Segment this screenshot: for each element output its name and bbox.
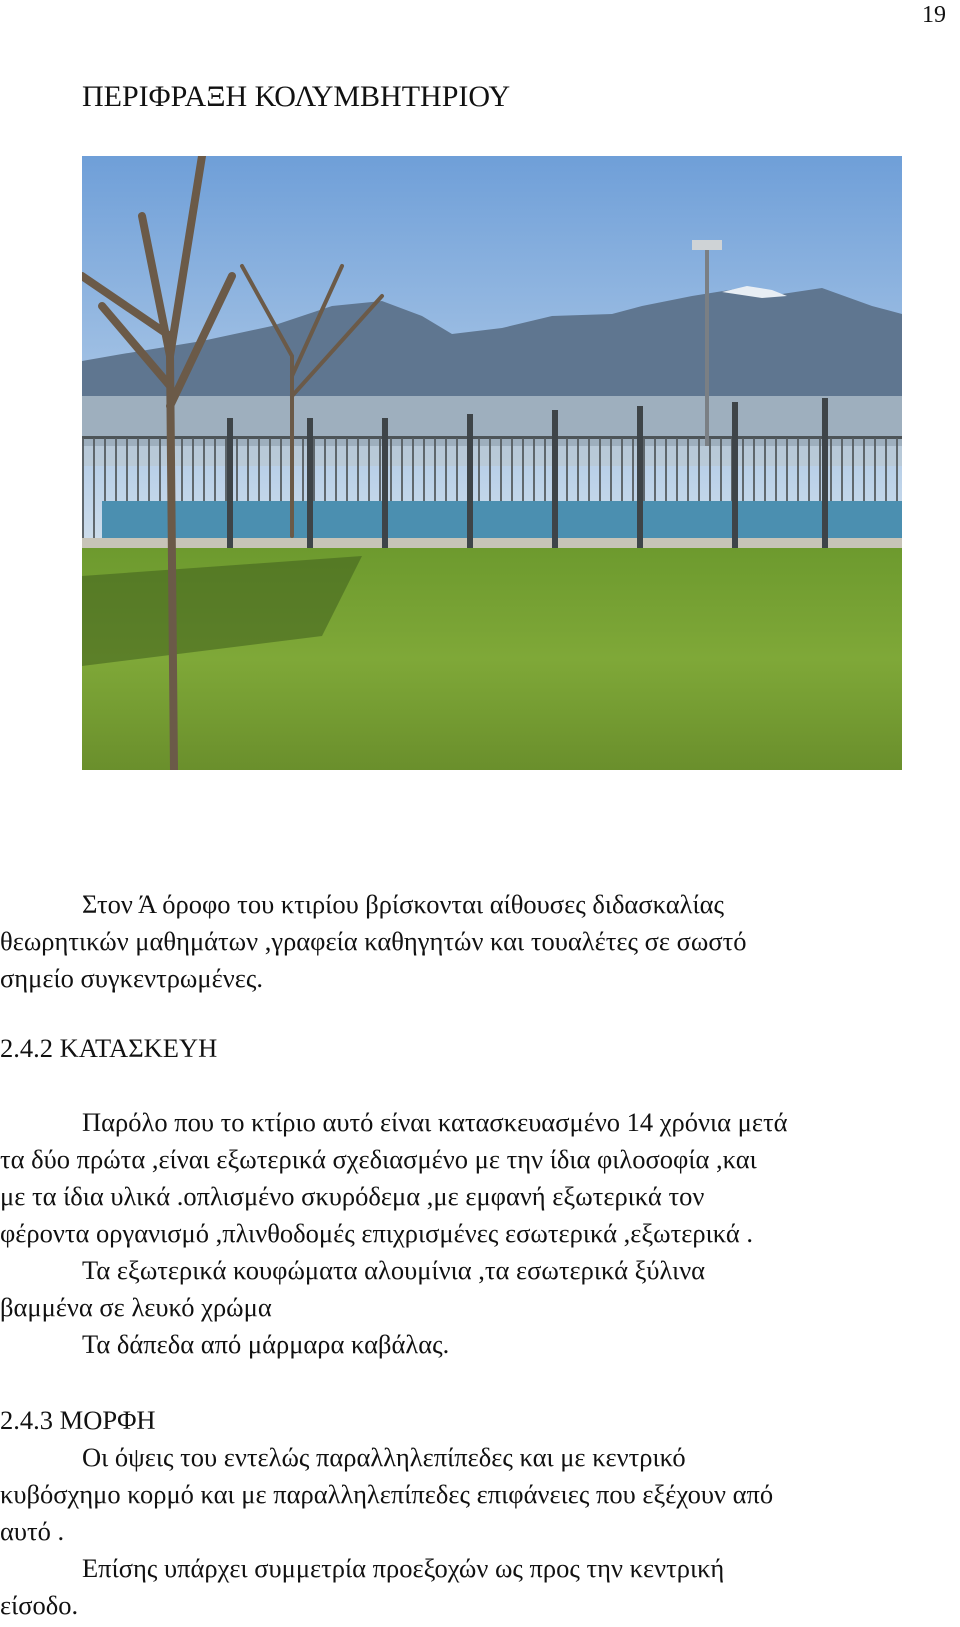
text-line: Τα δάπεδα από μάρμαρα καβάλας.	[82, 1329, 450, 1359]
section-heading: 2.4.3 ΜΟΡΦΗ	[0, 1405, 156, 1435]
light-pole	[705, 246, 709, 446]
text-line: σημείο συγκεντρωμένες.	[0, 963, 263, 993]
paragraph-floor	[0, 886, 950, 997]
text-line: Στον Ά όροφο του κτιρίου βρίσκονται αίθουσες διδασκαλίας	[82, 889, 724, 919]
pool-fence-photo	[82, 156, 902, 770]
text-line: Παρόλο που το κτίριο αυτό είναι κατασκευασμένο 14 χρόνια μετά	[82, 1107, 788, 1137]
text-line: Τα εξωτερικά κουφώματα αλουμίνια ,τα εσωτερικά ξύλινα	[82, 1255, 706, 1285]
pool	[102, 501, 902, 541]
text-line: βαμμένα σε λευκό χρώμα	[0, 1292, 272, 1322]
text-line: τα δύο πρώτα ,είναι εξωτερικά σχεδιασμένο με την ίδια φιλοσοφία ,και	[0, 1144, 757, 1174]
text-line: φέροντα οργανισμό ,πλινθοδομές επιχρισμένες εσωτερικά ,εξωτερικά .	[0, 1218, 753, 1248]
text-line: με τα ίδια υλικά .οπλισμένο σκυρόδεμα ,με εμφανή εξωτερικά τον	[0, 1181, 705, 1211]
text-line: θεωρητικών μαθημάτων ,γραφεία καθηγητών και τουαλέτες σε σωστό	[0, 926, 747, 956]
text-line: είσοδο.	[0, 1590, 79, 1620]
section-heading: 2.4.2 ΚΑΤΑΣΚΕΥΗ	[0, 1033, 218, 1063]
photo-title: ΠΕΡΙΦΡΑΞΗ ΚΟΛΥΜΒΗΤΗΡΙΟΥ	[82, 80, 511, 113]
page-number: 19	[922, 2, 946, 28]
text-line: κυβόσχημο κορμό και με παραλληλεπίπεδες επιφάνειες που εξέχουν από	[0, 1479, 774, 1509]
section-construction	[0, 1030, 950, 1067]
section-construction-body	[0, 1104, 950, 1363]
section-form	[0, 1402, 950, 1624]
text-line: Επίσης υπάρχει συμμετρία προεξοχών ως προς την κεντρική	[82, 1553, 725, 1583]
light-head	[692, 240, 722, 250]
text-line: Οι όψεις του εντελώς παραλληλεπίπεδες και με κεντρικό	[82, 1442, 686, 1472]
text-line: αυτό .	[0, 1516, 65, 1546]
